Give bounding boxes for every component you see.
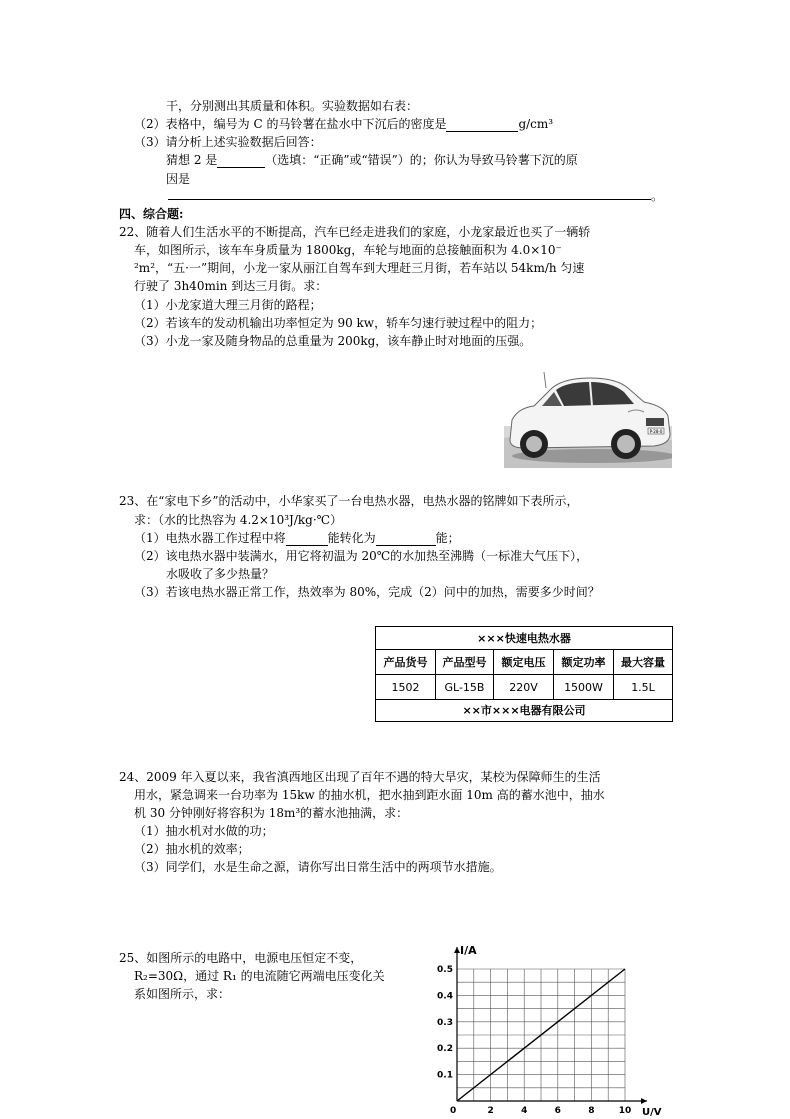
- q21-guess-pre: 猜想 2 是: [166, 153, 218, 167]
- q21-end-mark: 。: [651, 189, 664, 203]
- q23-sub1-mid: 能转化为: [327, 531, 376, 545]
- x-tick-label: 10: [618, 1106, 632, 1116]
- table-footer-row: [376, 700, 672, 720]
- table-value-cell: 1.5L: [631, 680, 655, 694]
- q24-sub1: （1）抽水机对水做的功；: [134, 824, 274, 838]
- q22-line3: ²m²，“五·一”期间，小龙一家从丽江自驾车到大理赶三月街，若车站以 54km/h 匀速: [134, 261, 585, 275]
- table-value-cell: 1502: [376, 675, 436, 699]
- q24-line3: 机 30 分钟刚好将容积为 18m³的蓄水池抽满，求：: [134, 806, 409, 820]
- table-header-cell: 额定功率: [554, 650, 614, 674]
- table-value-row: [376, 675, 672, 700]
- table-value-cell: 1500W: [554, 675, 614, 699]
- x-tick-label: 6: [554, 1106, 561, 1116]
- table-title-row: [376, 627, 672, 650]
- table-footer: ××市×××电器有限公司: [462, 704, 586, 717]
- q22-line1: 22、随着人们生活水平的不断提高，汽车已经走进我们的家庭，小龙家最近也买了一辆轿: [119, 225, 591, 239]
- q21-line0: 干，分别测出其质量和体积。实验数据如右表：: [166, 99, 419, 113]
- current-voltage-graph: [430, 940, 670, 1119]
- q21-part3: （3）请分析上述实验数据后回答：: [134, 135, 322, 149]
- reason-answer-line[interactable]: [168, 199, 651, 200]
- density-answer-blank[interactable]: [446, 119, 518, 132]
- x-axis-arrow: [641, 1098, 647, 1104]
- q21-guess: [166, 153, 578, 168]
- heater-nameplate-table: [375, 626, 673, 722]
- q25-line3: 系如图所示，求：: [134, 987, 231, 1001]
- q24-sub3: （3）同学们，水是生命之源，请你写出日常生活中的两项节水措施。: [134, 860, 502, 874]
- y-tick-label: 0.1: [437, 1070, 453, 1081]
- q23-sub2a: （2）该电热水器中装满水，用它将初温为 20℃的水加热至沸腾（一标准大气压下），: [134, 549, 589, 563]
- q21-part2: [134, 117, 553, 132]
- q23-line1: 23、在“家电下乡”的活动中，小华家买了一台电热水器，电热水器的铭牌如下表所示，: [119, 494, 579, 508]
- energy-to-blank[interactable]: [376, 533, 436, 546]
- table-title: ×××快速电热水器: [477, 632, 571, 645]
- q22-line2: 车，如图所示，该车车身质量为 1800kg，车轮与地面的总接触面积为 4.0×10⁻: [134, 243, 562, 257]
- q23-sub1-post: 能；: [435, 531, 460, 545]
- q21-guess-post: （选填：“正确”或“错误”）的；你认为导致马铃薯下沉的原: [265, 153, 578, 167]
- q21-part2-text: （2）表格中，编号为 C 的马铃薯在盐水中下沉后的密度是: [134, 117, 447, 131]
- table-header-cell: 最大容量: [621, 656, 665, 669]
- guess-answer-blank[interactable]: [217, 155, 265, 168]
- q24-sub2: （2）抽水机的效率；: [134, 842, 250, 856]
- x-tick-label: 2: [487, 1106, 494, 1116]
- q22-line4: 行驶了 3h40min 到达三月街。求：: [134, 279, 328, 293]
- q22-sub3: （3）小龙一家及随身物品的总重量为 200kg，该车静止时对地面的压强。: [134, 334, 532, 348]
- table-header-cell: 产品型号: [436, 650, 494, 674]
- license-plate: P·28-0: [649, 429, 663, 434]
- section-title: 四、综合题:: [119, 207, 184, 221]
- y-tick-label: 0.5: [437, 965, 453, 975]
- q23-sub2b: 水吸收了多少热量？: [166, 567, 275, 581]
- density-unit: g/cm³: [518, 117, 554, 131]
- q22-sub2: （2）若该车的发动机输出功率恒定为 90 kw，轿车匀速行驶过程中的阻力；: [134, 316, 543, 330]
- x-tick-label: 4: [521, 1106, 528, 1116]
- table-value-cell: GL-15B: [436, 675, 494, 699]
- table-header-cell: 产品货号: [376, 650, 436, 674]
- y-axis-label: I/A: [460, 944, 477, 957]
- q21-reason: 因是: [166, 172, 191, 186]
- table-header-row: [376, 650, 672, 675]
- q23-sub1: [134, 531, 460, 546]
- q24-line1: 24、2009 年入夏以来，我省滇西地区出现了百年不遇的特大旱灾，某校为保障师生的生活: [119, 770, 601, 784]
- x-tick-label: 8: [588, 1106, 595, 1116]
- table-header-cell: 额定电压: [494, 650, 554, 674]
- q22-sub1: （1）小龙家道大理三月街的路程；: [134, 298, 322, 312]
- q23-line2: 求：（水的比热容为 4.2×10³J/kg·℃）: [134, 513, 343, 527]
- car-image: [504, 368, 672, 468]
- y-tick-label: 0.3: [437, 1017, 453, 1028]
- y-tick-label: 0.4: [437, 991, 453, 1002]
- q23-sub3: （3）若该电热水器正常工作，热效率为 80%，完成（2）问中的加热，需要多少时间？: [134, 585, 600, 599]
- q24-line2: 用水，紧急调来一台功率为 15kw 的抽水机，把水抽到距水面 10m 高的蓄水池中，抽水: [134, 788, 605, 802]
- q25-line2: R₂=30Ω，通过 R₁ 的电流随它两端电压变化关: [134, 969, 385, 983]
- energy-from-blank[interactable]: [286, 533, 328, 546]
- table-value-cell: 220V: [494, 675, 554, 699]
- q25-line1: 25、如图所示的电路中，电源电压恒定不变，: [119, 951, 363, 965]
- origin-label: 0: [450, 1106, 457, 1116]
- y-tick-label: 0.2: [437, 1044, 453, 1055]
- q23-sub1-pre: （1）电热水器工作过程中将: [134, 531, 286, 545]
- x-axis-label: U/V: [642, 1107, 662, 1118]
